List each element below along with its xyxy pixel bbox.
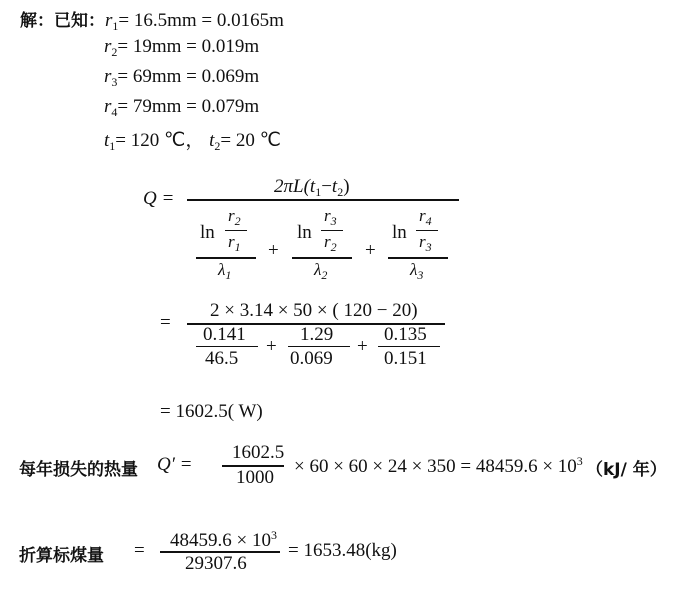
formula-term1-outer-line [196,257,256,259]
formula-term3-outer-line [388,257,448,259]
formula-term3-ln: ln [392,222,407,243]
formula-term3-inner-line [416,230,438,231]
known-line-r1: 解：已知：$r_1= 16.5mm = 0.0165m$ [20,10,284,33]
coal-equals: = [134,540,145,561]
known-line-temps: $t_1= 120$ ℃， $t_2= 20$ ℃ [104,130,281,153]
formula-numerator: $2\pi L(t_1-t_2)$ [274,176,350,199]
annual-symbol: Q′ = [157,454,193,475]
formula-Q-label: Q = [143,188,175,209]
formula-term2-ln: ln [297,222,312,243]
formula-term1-inner-line [225,230,247,231]
substituted-equals: = [160,312,171,333]
substituted-term1-line [196,346,258,347]
formula-plus-1: + [268,240,279,261]
formula-term3-lambda: $\lambda_3$ [410,260,424,282]
annual-tail: × $60 \times 60 \times 24 \times 350 = 48459.6 \times 10^3$ [294,454,583,477]
substituted-plus-2: + [357,336,368,357]
t2-value: = 20 ℃ [220,130,281,151]
coal-label: 折算标煤量 [19,546,104,566]
annual-denominator: 1000 [236,467,274,488]
substituted-term1-den: 46.5 [205,348,239,369]
formula-term2-r2: $r_2$ [324,232,337,254]
known-line-r2: $r_2= 19mm = 0.019m$ [104,36,260,59]
substituted-term2-den: 0.069 [290,348,333,369]
coal-numerator: $48459.6 \times 10^3$ [170,528,277,551]
solution-prefix: 解：已知： [20,11,105,31]
formula-term2-r3: $r_3$ [324,206,337,228]
formula-plus-2: + [365,240,376,261]
substituted-term1-num: 0.141 [203,324,246,345]
r4-value: = 79mm = 0.079m [117,96,260,117]
power-result: = 1602.5( W) [160,401,263,422]
formula-term2-outer-line [292,257,352,259]
formula-term1-r1: $r_1$ [228,232,241,254]
coal-exponent: 3 [270,528,277,542]
substituted-numerator: 2 × 3.14 × 50 × ( 120 − 20) [210,300,418,321]
substituted-term2-num: 1.29 [300,324,334,345]
known-line-r4: $r_4= 79mm = 0.079m$ [104,96,260,119]
formula-term1-lambda: $\lambda_1$ [218,260,232,282]
formula-term2-lambda: $\lambda_2$ [314,260,328,282]
formula-term2-inner-line [321,230,343,231]
formula-main-fraction-line [187,199,459,201]
annual-numerator: 1602.5 [232,442,285,463]
r2-value: = 19mm = 0.019m [117,36,260,57]
substituted-plus-1: + [266,336,277,357]
annual-exponent: 3 [576,454,583,468]
t1-value: = 120 ℃， [115,130,205,151]
r1-value: = 16.5mm = 0.0165m [118,10,284,31]
known-line-r3: $r_3= 69mm = 0.069m$ [104,66,260,89]
formula-term1-r2: $r_2$ [228,206,241,228]
substituted-term3-line [378,346,440,347]
formula-term3-r3: $r_3$ [419,232,432,254]
coal-denominator: 29307.6 [185,553,247,574]
substituted-term3-den: 0.151 [384,348,427,369]
coal-result: = 1653.48(kg) [288,540,397,561]
formula-term1-ln: ln [200,222,215,243]
substituted-term2-line [288,346,350,347]
annual-unit: （kJ/ 年） [586,460,667,480]
formula-term3-r4: $r_4$ [419,206,432,228]
substituted-term3-num: 0.135 [384,324,427,345]
annual-label: 每年损失的热量 [19,460,138,480]
r3-value: = 69mm = 0.069m [117,66,260,87]
